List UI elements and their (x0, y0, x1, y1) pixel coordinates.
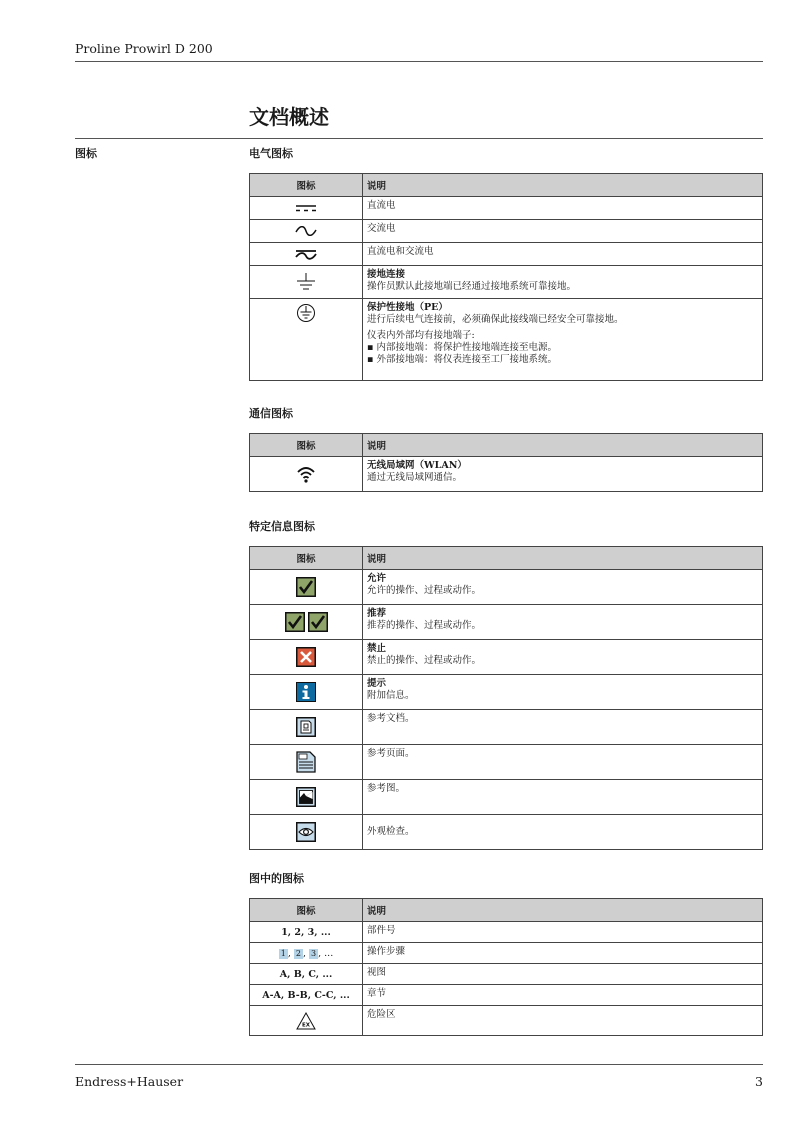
row-text: 参考页面。 (363, 745, 763, 780)
wlan-icon (296, 465, 316, 483)
row-text: 禁止的操作、过程或动作。 (367, 655, 482, 666)
col-symbol: 图标 (250, 547, 363, 570)
electrical-table (249, 173, 763, 381)
table-row (250, 745, 763, 780)
table-row: 1 , 2 , 3 , ... 操作步骤 (250, 943, 763, 964)
table-row (250, 299, 763, 381)
table-row (250, 220, 763, 243)
row-text: 交流电 (363, 220, 763, 243)
ac-dc-icon (295, 248, 317, 260)
row-title: 保护性接地（PE） (367, 302, 448, 313)
col-meaning: 说明 (363, 174, 763, 197)
row-title: 提示 (367, 678, 387, 689)
step-badge: 2 (295, 948, 301, 958)
alternating-current-icon (295, 226, 317, 236)
table-header-row (250, 434, 763, 457)
footer-brand: Endress+Hauser (75, 1074, 184, 1089)
permitted-icon (296, 577, 316, 597)
table-row (250, 780, 763, 815)
communication-table (249, 433, 763, 492)
page-number: 3 (755, 1074, 763, 1089)
row-text: 通过无线局域网通信。 (367, 472, 463, 483)
hazardous-area-icon (296, 1012, 316, 1030)
row-text: 进行后续电气连接前，必须确保此接线端已经安全可靠接地。 (367, 314, 624, 325)
row-text: 参考文档。 (363, 710, 763, 745)
table-row (250, 985, 763, 1006)
forbidden-icon (296, 647, 316, 667)
table-row (250, 1006, 763, 1036)
row-text: 参考图。 (363, 780, 763, 815)
row-text: 操作步骤 (363, 943, 763, 964)
col-meaning: 说明 (363, 547, 763, 570)
row-title: 无线局域网（WLAN） (367, 460, 467, 471)
row-text: 视图 (363, 964, 763, 985)
table-row (250, 815, 763, 850)
row-text: 附加信息。 (367, 690, 415, 701)
table-header-row (250, 547, 763, 570)
item-numbers: 1, 2, 3, ... (250, 922, 363, 943)
title-rule (75, 138, 763, 139)
tip-icon (296, 682, 316, 702)
row-title: 接地连接 (367, 269, 406, 280)
row-text: 章节 (363, 985, 763, 1006)
bullet-item: ▪ 内部接地端：将保护性接地端连接至电源。 (367, 342, 758, 354)
graphics-table (249, 898, 763, 1036)
row-title: 禁止 (367, 643, 387, 654)
row-text: 外观检查。 (363, 815, 763, 850)
col-meaning: 说明 (363, 434, 763, 457)
col-symbol: 图标 (250, 434, 363, 457)
row-text: 操作员默认此接地端已经通过接地系统可靠接地。 (367, 281, 577, 292)
col-meaning: 说明 (363, 899, 763, 922)
protective-earth-icon (296, 303, 316, 323)
page-title: 文档概述 (249, 105, 329, 129)
table-row (250, 605, 763, 640)
row-title: 允许 (367, 573, 387, 584)
side-label: 图标 (75, 147, 97, 160)
table-row (250, 266, 763, 299)
col-symbol: 图标 (250, 174, 363, 197)
row-title: 推荐 (367, 608, 387, 619)
graphics-heading: 图中的图标 (249, 872, 304, 885)
direct-current-icon (295, 203, 317, 213)
table-row (250, 710, 763, 745)
preferred-icon (285, 612, 328, 632)
table-row (250, 922, 763, 943)
footer-rule (75, 1064, 763, 1065)
table-row (250, 243, 763, 266)
visual-inspection-icon (296, 822, 316, 842)
header-product: Proline Prowirl D 200 (75, 41, 213, 56)
document-reference-icon (296, 717, 316, 737)
table-row (250, 964, 763, 985)
table-header-row (250, 174, 763, 197)
row-text: 危险区 (363, 1006, 763, 1036)
table-row (250, 570, 763, 605)
table-row (250, 197, 763, 220)
communication-heading: 通信图标 (249, 407, 293, 420)
specific-table (249, 546, 763, 850)
header-rule (75, 61, 763, 62)
table-header-row (250, 899, 763, 922)
table-row (250, 457, 763, 492)
row-text: 部件号 (363, 922, 763, 943)
specific-heading: 特定信息图标 (249, 520, 315, 533)
hazardous-area-label: EX (302, 1022, 310, 1028)
view-letters: A, B, C, ... (250, 964, 363, 985)
col-symbol: 图标 (250, 899, 363, 922)
step-badge: 3 (311, 948, 317, 958)
bullet-item: ▪ 外部接地端：将仪表连接至工厂接地系统。 (367, 354, 758, 366)
row-text: 允许的操作、过程或动作。 (367, 585, 482, 596)
row-text: 推荐的操作、过程或动作。 (367, 620, 482, 631)
section-letters: A-A, B-B, C-C, ... (250, 985, 363, 1006)
step-suffix: , ... (318, 947, 334, 959)
ground-icon (295, 272, 317, 292)
table-row (250, 640, 763, 675)
page-reference-icon (296, 751, 316, 773)
table-row (250, 675, 763, 710)
row-text: 仪表内外部均有接地端子: (367, 330, 475, 341)
graphic-reference-icon (296, 787, 316, 807)
step-badge: 1 (280, 948, 286, 958)
row-text: 直流电和交流电 (363, 243, 763, 266)
electrical-heading: 电气图标 (249, 147, 293, 160)
row-text: 直流电 (363, 197, 763, 220)
